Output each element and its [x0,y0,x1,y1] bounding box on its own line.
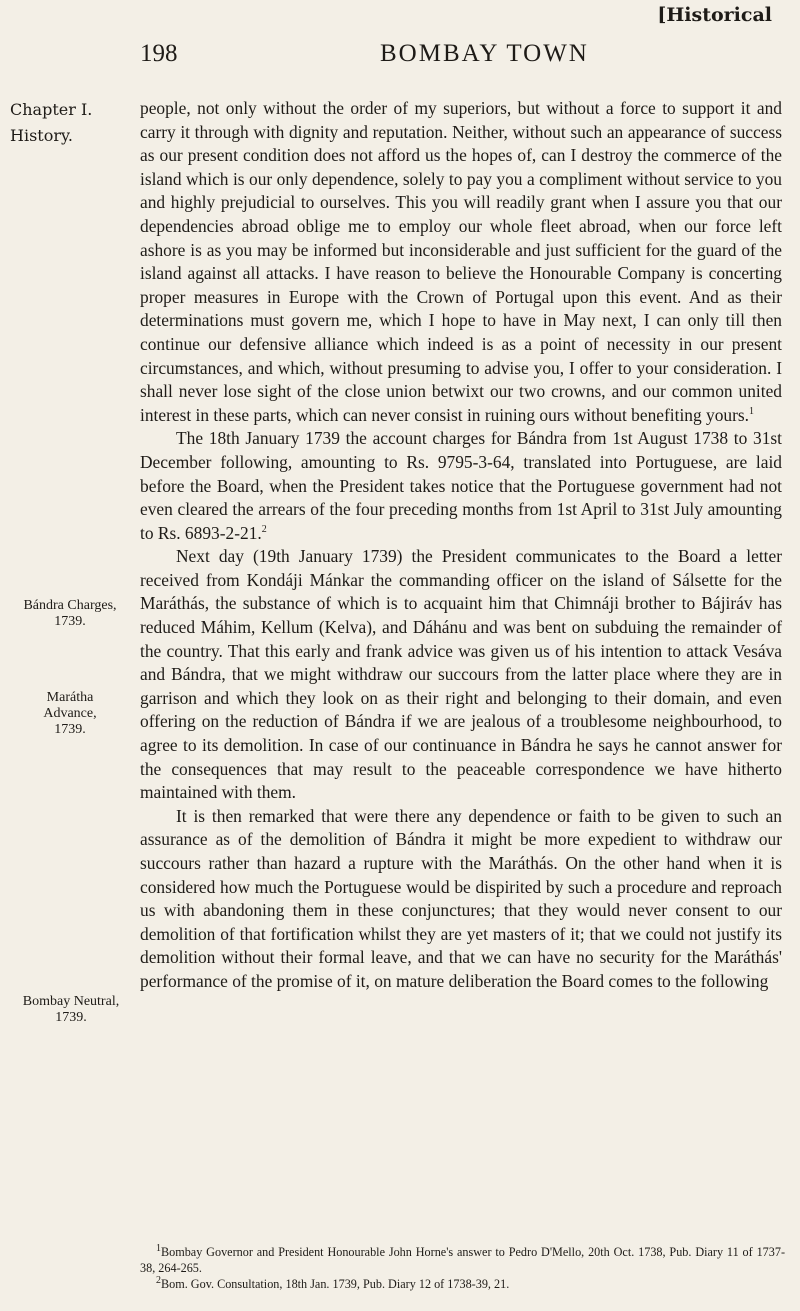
footnote-1-text: Bombay Governor and President Honourable John Horne's answer to Pedro D'Mello, 20th Oct. 1738, Pub. Diary 11 of 1737-38, 264-265. [140,1245,785,1275]
history-label: History. [10,126,73,145]
book-title: BOMBAY TOWN [380,40,589,67]
chapter-label: Chapter I. [10,100,93,119]
paragraph-1-text: people, not only without the order of my superiors, but without a force to support it and carry it through with dignity and reputation. Neither, without such an appearance of success as our present condition does not afford us the hopes of, can I destroy the commerce of the island which is our only dependence, solely to pay you a compliment without service to you and highly prejudicial to ourselves. This you will readily grant when I assure you that our dependencies abroad oblige me to employ our whole fleet abroad, when our force left ashore is as you may be informed but inconsiderable and just sufficient for the guard of the island against all attacks. I have reason to believe the Honourable Company is concerting proper measures in Europe with the Crown of Portugal upon this event. And as their determinations must govern me, which I hope to have in May next, I can only till then continue our defensive alliance which indeed is as a point of necessity in our present circumstances, and which, without presuming to advise you, I offer to your consideration. I shall never lose sight of the close union betwixt our two crowns, and our common united interest in these parts, which can never consist in ruining ours without benefiting yours. [140,98,782,425]
footnote-1-mark: 1 [156,1242,161,1254]
margin-note-bombay-neutral: Bombay Neutral, 1739. [22,994,120,1025]
section-tag: [Historical [657,4,772,26]
footnote-ref-1: 1 [749,405,755,417]
paragraph-4: It is then remarked that were there any dependence or faith to be given to such an assurance as of the demolition of Bándra it might be more expedient to withdraw our succours rather than hazard a rupture with the Maráthás. On the other hand when it is considered how much the Portuguese would be dispirited by such a procedure and reproach us with abandoning them in these conjunctures; that they would never consent to our demolition of that fortification whilst they are yet masters of it; that we could not justify its demolition without their formal leave, and that we can have no security for the Maráthás' performance of the promise of it, on mature deliberation the Board comes to the following [140,805,782,991]
page-number: 198 [140,40,178,67]
footnote-2 [140,1276,785,1292]
footnote-1 [140,1244,785,1276]
body-text [140,97,782,994]
footnote-ref-2: 2 [261,523,267,535]
margin-note-bandra-charges: Bándra Charges, 1739. [23,598,117,629]
margin-note-chapter [10,97,110,149]
paragraph-2-text: The 18th January 1739 the account charges for Bándra from 1st August 1738 to 31st December following, amounting to Rs. 9795-3-64, translated into Portuguese, are laid before the Board, when the President takes notice that the Portuguese government had not even cleared the arrears of the four preceding months from 1st April to 31st July amounting to Rs. 6893-2-21. [140,428,782,543]
paragraph-1 [140,97,782,427]
footnotes [140,1244,785,1292]
paragraph-3: Next day (19th January 1739) the President communicates to the Board a letter received from Kondáji Mánkar the commanding officer on the island of Sálsette for the Maráthás, the substance of which is to acquaint him that Chimnáji brother to Bájiráv has reduced Máhim, Kellum (Kelva), and Dáhánu and was bent on subduing the remainder of the country. That this early and frank advice was given us of his intention to attack Vesáva and Bándra, that we might withdraw our succours from the latter place where they are in garrison and which they look on as their right and belonging to their domain, and even offering on the reduction of Bándra if we are jealous of a troublesome neighbourhood, to agree to its demolition. In case of our continuance in Bándra he says he cannot answer for the consequences that may result to the peaceable correspondence we have hitherto maintained with them. [140,546,782,803]
paragraph-2 [140,427,782,545]
footnote-2-text: Bom. Gov. Consultation, 18th Jan. 1739, Pub. Diary 12 of 1738-39, 21. [161,1277,510,1291]
footnote-2-mark: 2 [156,1274,161,1286]
margin-note-maratha-advance: Marátha Advance, 1739. [43,690,97,737]
